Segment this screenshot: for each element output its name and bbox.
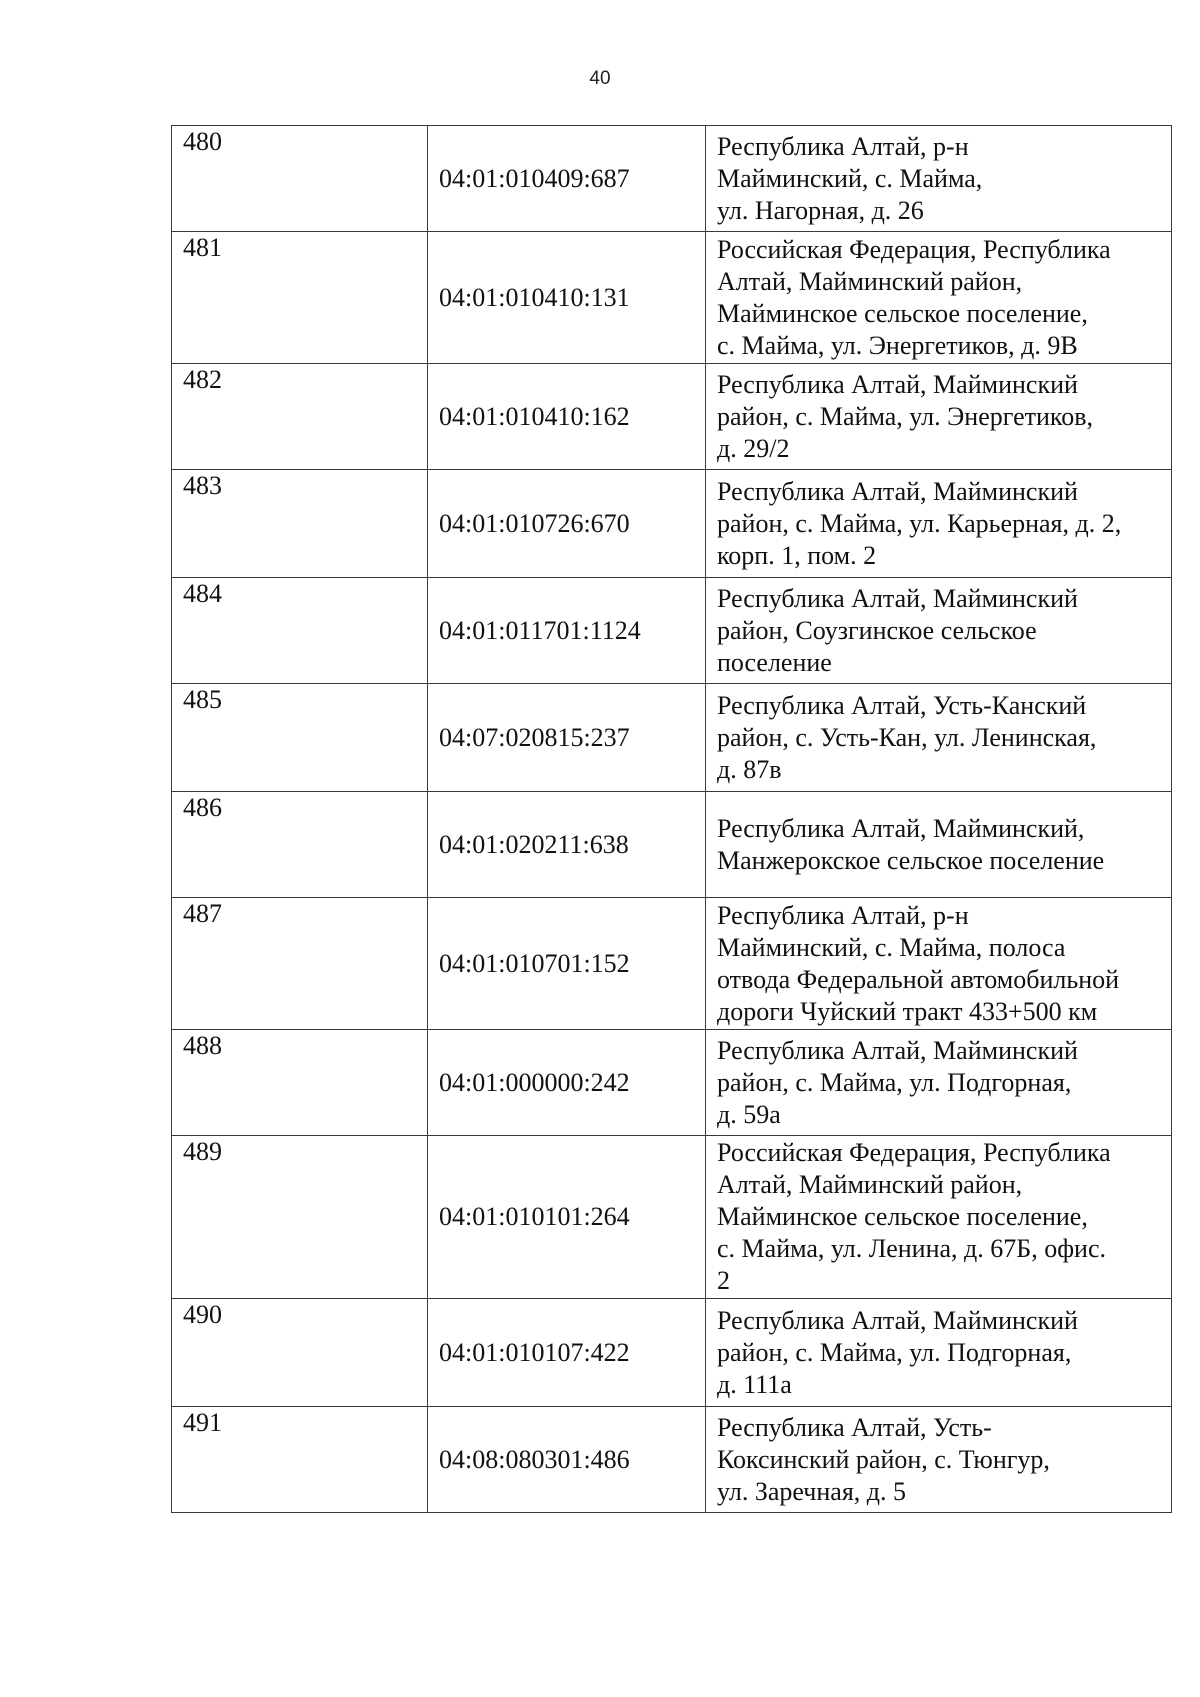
address-line: Майминский, с. Майма, полоса: [717, 932, 1066, 962]
address-line: Российская Федерация, Республика: [717, 234, 1111, 264]
address-cell: [706, 232, 1172, 364]
address-line: Республика Алтай, Майминский: [717, 1305, 1078, 1335]
row-number: 487: [172, 898, 428, 1030]
table-row: [172, 898, 1172, 1030]
address-line: Российская Федерация, Республика: [717, 1138, 1111, 1167]
table-row: [172, 578, 1172, 684]
address-cell: [706, 684, 1172, 792]
page-number: 40: [589, 68, 611, 89]
registry-table: [171, 125, 1172, 1513]
address-line: д. 29/2: [717, 433, 790, 463]
address-line: поселение: [717, 647, 832, 677]
address-line: Алтай, Майминский район,: [717, 266, 1023, 296]
address-line: ул. Заречная, д. 5: [717, 1476, 907, 1506]
cadastral-number: 04:01:010107:422: [428, 1299, 706, 1407]
address-line: Майминское сельское поселение,: [717, 298, 1088, 328]
cadastral-number: 04:01:020211:638: [428, 792, 706, 898]
row-number: 491: [172, 1407, 428, 1513]
address-line: д. 111а: [717, 1369, 792, 1399]
address-cell: [706, 792, 1172, 898]
address-line: д. 59а: [717, 1099, 781, 1129]
table-row: [172, 1030, 1172, 1136]
address-line: Майминский, с. Майма,: [717, 163, 983, 193]
address-line: корп. 1, пом. 2: [717, 540, 877, 570]
cadastral-number: 04:01:000000:242: [428, 1030, 706, 1136]
table-row: [172, 1299, 1172, 1407]
address-cell: [706, 1407, 1172, 1513]
address-line: Коксинский район, с. Тюнгур,: [717, 1444, 1050, 1474]
row-number: 480: [172, 126, 428, 232]
row-number: 486: [172, 792, 428, 898]
address-line: с. Майма, ул. Энергетиков, д. 9В: [717, 330, 1078, 360]
address-line: Республика Алтай, Усть-Канский: [717, 690, 1087, 720]
address-line: ул. Нагорная, д. 26: [717, 195, 924, 225]
address-line: с. Майма, ул. Ленина, д. 67Б, офис.: [717, 1234, 1106, 1263]
table-row: [172, 1407, 1172, 1513]
cadastral-number: 04:01:011701:1124: [428, 578, 706, 684]
row-number: 490: [172, 1299, 428, 1407]
address-cell: [706, 1136, 1172, 1299]
address-line: район, Соузгинское сельское: [717, 615, 1037, 645]
address-cell: [706, 1030, 1172, 1136]
address-line: Республика Алтай, Усть-: [717, 1412, 992, 1442]
cadastral-number: 04:01:010101:264: [428, 1136, 706, 1299]
table-row: [172, 364, 1172, 470]
address-line: район, с. Майма, ул. Подгорная,: [717, 1337, 1072, 1367]
address-cell: [706, 1299, 1172, 1407]
address-line: Республика Алтай, Майминский: [717, 1035, 1078, 1065]
address-line: Республика Алтай, р-н: [717, 131, 969, 161]
table-row: [172, 470, 1172, 578]
address-line: Республика Алтай, Майминский: [717, 476, 1078, 506]
row-number: 488: [172, 1030, 428, 1136]
address-line: Республика Алтай, Майминский: [717, 369, 1078, 399]
address-line: Манжерокское сельское поселение: [717, 845, 1105, 875]
address-cell: [706, 898, 1172, 1030]
address-line: Республика Алтай, Майминский,: [717, 813, 1085, 843]
address-line: район, с. Майма, ул. Энергетиков,: [717, 401, 1093, 431]
row-number: 484: [172, 578, 428, 684]
address-cell: [706, 126, 1172, 232]
cadastral-number: 04:01:010726:670: [428, 470, 706, 578]
table-row: [172, 792, 1172, 898]
address-line: д. 87в: [717, 754, 782, 784]
table-row: [172, 684, 1172, 792]
address-line: дороги Чуйский тракт 433+500 км: [717, 996, 1098, 1026]
cadastral-number: 04:01:010409:687: [428, 126, 706, 232]
address-cell: [706, 578, 1172, 684]
cadastral-number: 04:08:080301:486: [428, 1407, 706, 1513]
address-line: район, с. Майма, ул. Карьерная, д. 2,: [717, 508, 1122, 538]
row-number: 489: [172, 1136, 428, 1299]
address-line: Майминское сельское поселение,: [717, 1202, 1088, 1231]
address-line: 2: [717, 1266, 730, 1295]
address-line: район, с. Майма, ул. Подгорная,: [717, 1067, 1072, 1097]
row-number: 485: [172, 684, 428, 792]
cadastral-number: 04:01:010410:162: [428, 364, 706, 470]
table-row: [172, 1136, 1172, 1299]
cadastral-number: 04:07:020815:237: [428, 684, 706, 792]
cadastral-number: 04:01:010410:131: [428, 232, 706, 364]
table-row: [172, 126, 1172, 232]
address-line: отвода Федеральной автомобильной: [717, 964, 1120, 994]
address-cell: [706, 470, 1172, 578]
address-line: Республика Алтай, Майминский: [717, 583, 1078, 613]
cadastral-number: 04:01:010701:152: [428, 898, 706, 1030]
address-line: район, с. Усть-Кан, ул. Ленинская,: [717, 722, 1097, 752]
address-line: Республика Алтай, р-н: [717, 900, 969, 930]
address-cell: [706, 364, 1172, 470]
table-row: [172, 232, 1172, 364]
row-number: 483: [172, 470, 428, 578]
row-number: 481: [172, 232, 428, 364]
address-line: Алтай, Майминский район,: [717, 1170, 1023, 1199]
row-number: 482: [172, 364, 428, 470]
